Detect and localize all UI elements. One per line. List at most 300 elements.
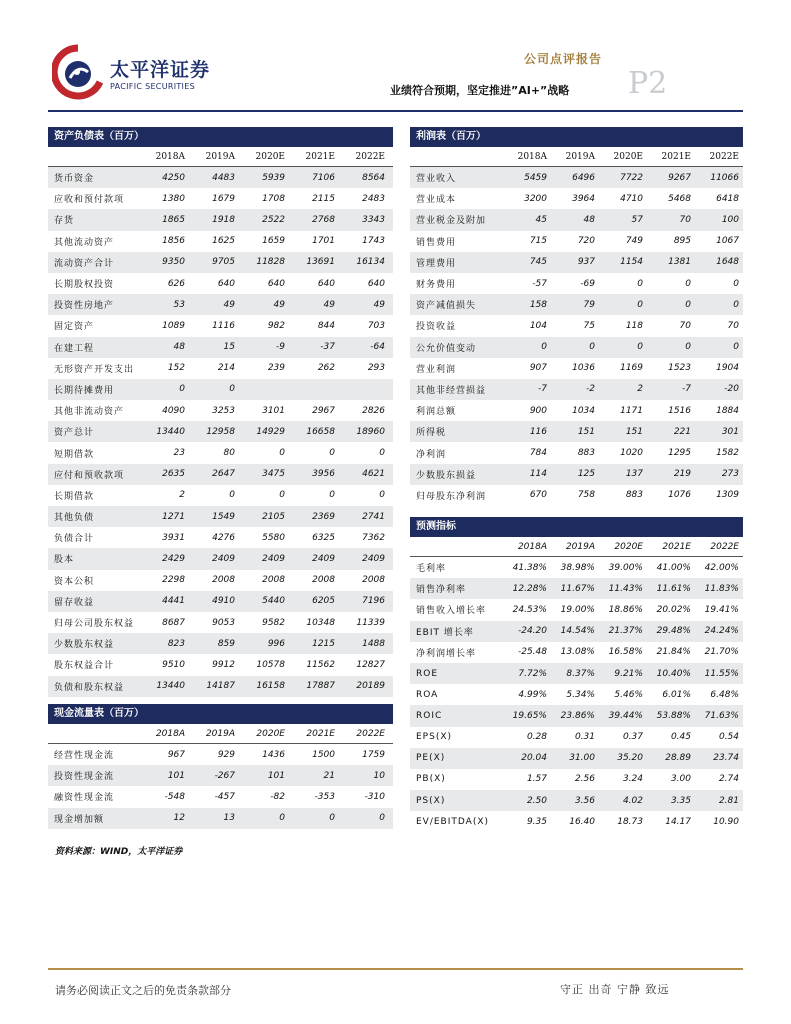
- row-value: 16.40: [569, 816, 595, 827]
- balance-year-header: [48, 147, 393, 167]
- row-value: -37: [320, 342, 335, 353]
- row-value: 17887: [306, 681, 335, 692]
- row-value: 11828: [256, 257, 285, 268]
- row-value: 1089: [162, 320, 185, 331]
- year-header-cell: 2020E: [613, 151, 643, 162]
- row-value: 11562: [306, 659, 335, 670]
- row-value: 1516: [668, 405, 691, 416]
- row-value: 640: [317, 278, 335, 289]
- row-value: -25.48: [517, 647, 547, 658]
- row-label: 利润总额: [416, 407, 457, 418]
- row-value: 293: [367, 363, 385, 374]
- forecast-title: 预测指标: [410, 517, 743, 537]
- row-value: 0: [329, 813, 335, 824]
- row-value: 1549: [212, 511, 235, 522]
- row-value: 0: [589, 342, 595, 353]
- table-row: [48, 315, 393, 336]
- row-value: 10: [373, 770, 385, 781]
- row-value: 1076: [668, 490, 691, 501]
- row-label: 投资性房地产: [54, 301, 115, 312]
- row-value: 19.65%: [512, 710, 547, 721]
- row-value: 13440: [156, 681, 185, 692]
- row-label: 无形资产开发支出: [54, 364, 135, 375]
- row-value: 0: [541, 342, 547, 353]
- row-value: 301: [721, 426, 739, 437]
- row-label: 少数股东权益: [54, 640, 115, 651]
- table-row: [410, 188, 743, 209]
- table-row: [48, 167, 393, 188]
- row-value: 4621: [362, 469, 385, 480]
- row-label: 营业税金及附加: [416, 216, 487, 227]
- row-value: 7362: [362, 532, 385, 543]
- row-value: 221: [673, 426, 691, 437]
- row-value: 967: [167, 749, 185, 760]
- row-value: 29.48%: [656, 626, 691, 637]
- row-label: 其他非经营损益: [416, 385, 487, 396]
- row-value: 859: [217, 638, 235, 649]
- row-value: 7722: [620, 172, 643, 183]
- row-label: 资产减值损失: [416, 301, 477, 312]
- row-value: 1582: [716, 448, 739, 459]
- cash-flow-table: [48, 704, 393, 829]
- row-value: 900: [529, 405, 547, 416]
- row-value: 0: [229, 384, 235, 395]
- row-value: [285, 384, 335, 394]
- year-header-cell: 2020E: [614, 541, 643, 552]
- row-value: 6.48%: [710, 689, 739, 700]
- row-value: 0.45: [670, 732, 691, 743]
- table-row: [48, 464, 393, 485]
- row-value: 6205: [312, 596, 335, 607]
- row-value: 70: [679, 320, 691, 331]
- row-value: 745: [529, 257, 547, 268]
- row-value: 2.81: [718, 795, 739, 806]
- row-value: 104: [529, 320, 547, 331]
- row-value: 41.38%: [512, 562, 547, 573]
- table-row: [410, 315, 743, 336]
- row-value: 0.54: [718, 732, 739, 743]
- row-value: 24.53%: [512, 604, 547, 615]
- table-row: [410, 400, 743, 421]
- table-row: [410, 485, 743, 506]
- row-label: EBIT 增长率: [416, 627, 474, 638]
- row-value: 2409: [312, 553, 335, 564]
- row-value: 1904: [716, 363, 739, 374]
- table-row: [48, 570, 393, 591]
- row-value: 152: [167, 363, 185, 374]
- row-value: -7: [682, 384, 691, 395]
- company-motto: 守正 出奇 宁静 致远: [560, 983, 670, 996]
- row-value: 39.00%: [608, 562, 643, 573]
- disclaimer-note: 请务必阅读正文之后的免责条款部分: [55, 984, 231, 997]
- footer-divider: [48, 968, 743, 970]
- row-value: 0: [685, 342, 691, 353]
- income-statement-table: [410, 127, 743, 506]
- row-value: 2115: [312, 193, 335, 204]
- cash-flow-title: 现金流量表（百万）: [48, 704, 393, 724]
- table-row: [410, 167, 743, 188]
- row-label: 管理费用: [416, 258, 457, 269]
- row-value: 2.50: [526, 795, 547, 806]
- row-value: 4090: [162, 405, 185, 416]
- row-label: ROE: [416, 668, 439, 679]
- data-source-note: 资料来源：WIND，太平洋证券: [55, 847, 183, 857]
- table-row: [48, 231, 393, 252]
- row-value: [235, 384, 285, 394]
- row-value: 273: [721, 469, 739, 480]
- row-label: 资本公积: [54, 576, 95, 587]
- table-row: [48, 400, 393, 421]
- row-label: 应收和预付款项: [54, 195, 125, 206]
- row-value: 11.61%: [656, 583, 691, 594]
- row-value: 5939: [262, 172, 285, 183]
- row-value: 3.24: [622, 774, 643, 785]
- row-value: 6.01%: [662, 689, 691, 700]
- table-row: [410, 727, 743, 748]
- row-value: 5580: [262, 532, 285, 543]
- row-value: 5468: [668, 193, 691, 204]
- row-value: 114: [529, 469, 547, 480]
- row-value: 42.00%: [704, 562, 739, 573]
- table-row: [48, 548, 393, 569]
- row-value: 14.17: [665, 816, 691, 827]
- row-value: 0: [685, 278, 691, 289]
- row-value: -353: [314, 791, 335, 802]
- row-value: 2409: [262, 553, 285, 564]
- row-value: 1884: [716, 405, 739, 416]
- table-row: [48, 379, 393, 400]
- row-value: 118: [625, 320, 643, 331]
- row-value: 15: [223, 342, 235, 353]
- row-value: 1171: [620, 405, 643, 416]
- row-value: 2: [179, 490, 185, 501]
- table-row: [48, 485, 393, 506]
- row-value: 49: [273, 299, 285, 310]
- row-value: 12827: [356, 659, 385, 670]
- row-value: 7106: [312, 172, 335, 183]
- row-value: 3.35: [670, 795, 691, 806]
- row-value: 0: [379, 813, 385, 824]
- row-value: 1759: [362, 749, 385, 760]
- row-value: 18.73: [617, 816, 643, 827]
- row-value: 0: [279, 490, 285, 501]
- row-value: 1856: [162, 236, 185, 247]
- row-value: -2: [586, 384, 595, 395]
- table-row: [410, 337, 743, 358]
- row-value: 2967: [312, 405, 335, 416]
- row-value: 3200: [524, 193, 547, 204]
- table-row: [410, 379, 743, 400]
- row-value: 10.40%: [656, 668, 691, 679]
- row-value: 844: [317, 320, 335, 331]
- row-label: 股东权益合计: [54, 661, 115, 672]
- row-value: 0: [733, 342, 739, 353]
- row-label: 资产总计: [54, 428, 95, 439]
- row-label: 销售费用: [416, 237, 457, 248]
- row-value: 895: [673, 236, 691, 247]
- table-row: [410, 358, 743, 379]
- row-value: 0: [329, 448, 335, 459]
- year-header-cell: 2018A: [517, 541, 547, 552]
- row-value: 9350: [162, 257, 185, 268]
- row-value: 1500: [312, 749, 335, 760]
- row-value: 1679: [212, 193, 235, 204]
- row-value: 21.70%: [704, 647, 739, 658]
- row-value: 9.21%: [614, 668, 643, 679]
- row-value: 0: [637, 342, 643, 353]
- row-label: 货币资金: [54, 174, 95, 185]
- row-label: 投资收益: [416, 322, 457, 333]
- row-value: 9510: [162, 659, 185, 670]
- row-value: -20: [724, 384, 739, 395]
- row-value: 3343: [362, 214, 385, 225]
- row-value: 1034: [572, 405, 595, 416]
- row-value: 640: [367, 278, 385, 289]
- row-value: 2.56: [574, 774, 595, 785]
- row-value: 4.02: [622, 795, 643, 806]
- row-label: 少数股东损益: [416, 470, 477, 481]
- row-value: 14929: [256, 426, 285, 437]
- row-value: 2008: [262, 575, 285, 586]
- row-value: 982: [267, 320, 285, 331]
- row-value: 16.58%: [608, 647, 643, 658]
- row-value: 4710: [620, 193, 643, 204]
- row-value: 18960: [356, 426, 385, 437]
- row-label: 融资性现金流: [54, 793, 115, 804]
- row-value: 758: [577, 490, 595, 501]
- row-value: 9705: [212, 257, 235, 268]
- row-label: EV/EBITDA(X): [416, 816, 490, 827]
- table-row: [48, 337, 393, 358]
- row-value: 11.43%: [608, 583, 643, 594]
- row-value: 4250: [162, 172, 185, 183]
- row-value: -548: [164, 791, 185, 802]
- row-value: 137: [625, 469, 643, 480]
- row-value: 214: [217, 363, 235, 374]
- table-row: [48, 786, 393, 807]
- row-label: 长期股权投资: [54, 280, 115, 291]
- row-value: 1154: [620, 257, 643, 268]
- forecast-year-header: [410, 537, 743, 557]
- row-value: 2647: [212, 469, 235, 480]
- row-value: 4276: [212, 532, 235, 543]
- row-value: 9912: [212, 659, 235, 670]
- row-value: 38.98%: [560, 562, 595, 573]
- row-value: 11.67%: [560, 583, 595, 594]
- row-value: 11066: [710, 172, 739, 183]
- row-value: 16658: [306, 426, 335, 437]
- row-value: 1743: [362, 236, 385, 247]
- row-value: 715: [529, 236, 547, 247]
- year-header-cell: 2021E: [306, 728, 335, 739]
- row-value: 1271: [162, 511, 185, 522]
- row-value: -310: [364, 791, 385, 802]
- row-value: 2483: [362, 193, 385, 204]
- row-value: 158: [529, 299, 547, 310]
- table-row: [410, 294, 743, 315]
- row-value: 3253: [212, 405, 235, 416]
- report-type: 公司点评报告: [524, 52, 603, 66]
- row-value: 3956: [312, 469, 335, 480]
- row-value: 8564: [362, 172, 385, 183]
- table-row: [48, 765, 393, 786]
- table-row: [410, 252, 743, 273]
- row-value: 16158: [256, 681, 285, 692]
- row-value: 9582: [262, 617, 285, 628]
- row-value: 0: [379, 490, 385, 501]
- row-value: 6325: [312, 532, 335, 543]
- row-value: 907: [529, 363, 547, 374]
- row-value: 3.56: [574, 795, 595, 806]
- row-label: 投资性现金流: [54, 772, 115, 783]
- report-title: 业绩符合预期，坚定推进”AI+”战略: [390, 84, 570, 97]
- row-value: 3475: [262, 469, 285, 480]
- row-value: 1523: [668, 363, 691, 374]
- cashflow-year-header: [48, 724, 393, 744]
- row-value: 6418: [716, 193, 739, 204]
- year-header-cell: 2019A: [205, 728, 235, 739]
- table-row: [48, 442, 393, 463]
- row-value: 0.31: [574, 732, 595, 743]
- table-row: [410, 464, 743, 485]
- row-value: 8687: [162, 617, 185, 628]
- row-value: 20.04: [521, 753, 547, 764]
- row-value: 1309: [716, 490, 739, 501]
- row-label: 其他负债: [54, 513, 95, 524]
- table-row: [410, 748, 743, 769]
- table-row: [48, 808, 393, 829]
- row-value: 35.20: [617, 753, 643, 764]
- row-value: 3964: [572, 193, 595, 204]
- row-value: 2298: [162, 575, 185, 586]
- row-value: 24.24%: [704, 626, 739, 637]
- row-value: 12.28%: [512, 583, 547, 594]
- table-row: [410, 231, 743, 252]
- row-value: 75: [583, 320, 595, 331]
- row-value: -57: [532, 278, 547, 289]
- row-value: 10.90: [713, 816, 739, 827]
- row-value: 1488: [362, 638, 385, 649]
- row-value: 937: [577, 257, 595, 268]
- row-value: 2.74: [718, 774, 739, 785]
- table-row: [410, 684, 743, 705]
- row-value: 7196: [362, 596, 385, 607]
- row-value: 57: [631, 214, 643, 225]
- row-label: 留存收益: [54, 597, 95, 608]
- table-row: [48, 676, 393, 697]
- row-value: 16134: [356, 257, 385, 268]
- table-row: [410, 769, 743, 790]
- row-value: 2741: [362, 511, 385, 522]
- row-value: 18.86%: [608, 604, 643, 615]
- row-value: 0: [279, 813, 285, 824]
- header-divider: [48, 110, 743, 112]
- row-value: 0.28: [526, 732, 547, 743]
- row-value: 9267: [668, 172, 691, 183]
- row-value: 0: [279, 448, 285, 459]
- balance-sheet-table: [48, 127, 393, 697]
- row-value: 53: [173, 299, 185, 310]
- row-value: 71.63%: [704, 710, 739, 721]
- page-number: P2: [628, 66, 668, 101]
- row-value: 70: [727, 320, 739, 331]
- row-label: PS(X): [416, 795, 446, 806]
- row-label: 营业收入: [416, 174, 457, 185]
- row-label: ROIC: [416, 710, 443, 721]
- row-value: 14.54%: [560, 626, 595, 637]
- table-row: [410, 642, 743, 663]
- row-value: 28.89: [665, 753, 691, 764]
- table-row: [410, 442, 743, 463]
- table-row: [48, 506, 393, 527]
- row-value: 3101: [262, 405, 285, 416]
- row-label: 负债和股东权益: [54, 682, 125, 693]
- row-value: 9053: [212, 617, 235, 628]
- row-value: -457: [214, 791, 235, 802]
- row-value: 0: [733, 299, 739, 310]
- row-value: 13691: [306, 257, 335, 268]
- year-header-cell: 2019A: [565, 541, 595, 552]
- row-label: 应付和预收款项: [54, 470, 125, 481]
- forecast-rows: [410, 557, 743, 832]
- row-label: 现金增加额: [54, 814, 105, 825]
- row-value: 2008: [212, 575, 235, 586]
- row-value: 4910: [212, 596, 235, 607]
- row-value: 2: [637, 384, 643, 395]
- row-value: 2409: [212, 553, 235, 564]
- table-row: [48, 421, 393, 442]
- year-header-cell: 2022E: [710, 541, 739, 552]
- row-value: 0: [733, 278, 739, 289]
- year-header-cell: 2018A: [517, 151, 547, 162]
- row-value: 1625: [212, 236, 235, 247]
- row-value: 0: [637, 299, 643, 310]
- row-value: 262: [317, 363, 335, 374]
- row-value: 219: [673, 469, 691, 480]
- row-value: 45: [535, 214, 547, 225]
- row-value: 749: [625, 236, 643, 247]
- row-value: 3931: [162, 532, 185, 543]
- row-value: 2105: [262, 511, 285, 522]
- cashflow-rows: [48, 744, 393, 829]
- row-value: [335, 384, 385, 394]
- row-value: 626: [167, 278, 185, 289]
- table-row: [410, 790, 743, 811]
- row-value: -64: [370, 342, 385, 353]
- table-row: [48, 612, 393, 633]
- row-value: 125: [577, 469, 595, 480]
- row-value: 11.55%: [704, 668, 739, 679]
- row-value: 80: [223, 448, 235, 459]
- balance-sheet-title: 资产负债表（百万）: [48, 127, 393, 147]
- row-value: 703: [367, 320, 385, 331]
- row-value: 100: [721, 214, 739, 225]
- row-label: 经营性现金流: [54, 751, 115, 762]
- row-value: 49: [373, 299, 385, 310]
- row-value: 1215: [312, 638, 335, 649]
- year-header-cell: 2022E: [355, 151, 385, 162]
- table-row: [410, 421, 743, 442]
- row-value: -7: [538, 384, 547, 395]
- row-value: 4.99%: [518, 689, 547, 700]
- row-value: 21.37%: [608, 626, 643, 637]
- table-row: [48, 654, 393, 675]
- row-value: 79: [583, 299, 595, 310]
- row-label: 负债合计: [54, 534, 95, 545]
- table-row: [410, 209, 743, 230]
- year-header-cell: 2020E: [255, 151, 285, 162]
- row-value: 6496: [572, 172, 595, 183]
